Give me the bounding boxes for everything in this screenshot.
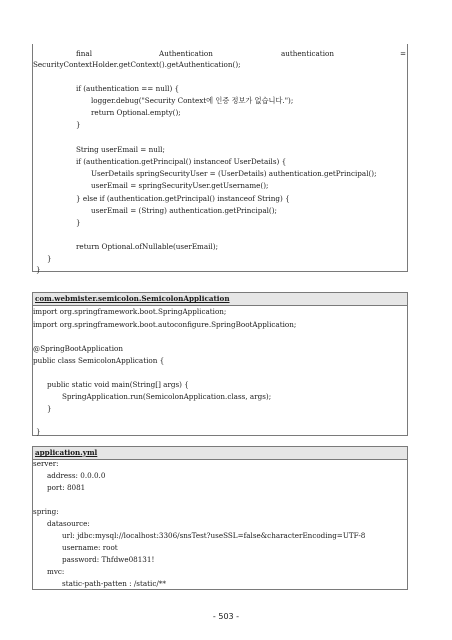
- code-line: import org.springframework.boot.SpringApplication;: [33, 307, 227, 316]
- code-line: address: 0.0.0.0: [47, 471, 106, 480]
- code-line: UserDetails springSecurityUser = (UserDetails) authentication.getPrincipal();: [91, 169, 377, 178]
- token-equals: =: [400, 49, 407, 58]
- code-line: String userEmail = null;: [76, 145, 165, 154]
- code-line: userEmail = springSecurityUser.getUsername();: [91, 181, 269, 190]
- code-line: SecurityContextHolder.getContext().getAuthentication();: [33, 60, 241, 69]
- token-final: final: [76, 49, 93, 58]
- code-block-application: [32, 292, 408, 436]
- code-line: }: [76, 218, 81, 227]
- code-line: return Optional.empty();: [91, 108, 181, 117]
- page-number: - 503 -: [212, 612, 240, 621]
- code-line: }: [36, 427, 41, 436]
- token-type: Authentication: [159, 49, 213, 58]
- code-line: spring:: [33, 507, 59, 516]
- code-line: return Optional.ofNullable(userEmail);: [76, 242, 218, 251]
- code-line: @SpringBootApplication: [33, 344, 123, 353]
- code-line: if (authentication == null) {: [76, 84, 180, 93]
- code-block-title: com.webmister.semicolon.SemicolonApplication: [33, 293, 407, 306]
- code-line: public class SemicolonApplication {: [33, 356, 165, 365]
- code-line: url: jdbc:mysql://localhost:3306/snsTest?useSSL=false&characterEncoding=UTF-8: [62, 531, 366, 540]
- code-block-yml: [32, 446, 408, 590]
- code-line: }: [76, 120, 81, 129]
- code-line: if (authentication.getPrincipal() instanceof UserDetails) {: [76, 157, 287, 166]
- code-line: username: root: [62, 543, 118, 552]
- code-block-title: application.yml: [33, 447, 407, 460]
- code-line: } else if (authentication.getPrincipal() instanceof String) {: [76, 194, 290, 203]
- code-line: userEmail = (String) authentication.getPrincipal();: [91, 206, 277, 215]
- code-line: datasource:: [47, 519, 90, 528]
- code-line: }: [47, 254, 52, 263]
- code-line: password: Thfdwe08131!: [62, 555, 155, 564]
- code-line: logger.debug("Security Context에 인증 정보가 없습니다.");: [91, 96, 294, 105]
- code-block-continuation: [32, 44, 408, 272]
- code-line: }: [36, 265, 41, 274]
- code-line: import org.springframework.boot.autoconfigure.SpringBootApplication;: [33, 320, 297, 329]
- code-line: server:: [33, 459, 59, 468]
- code-line: }: [47, 404, 52, 413]
- code-line: SpringApplication.run(SemicolonApplication.class, args);: [62, 392, 272, 401]
- code-line: static-path-patten : /static/**: [62, 579, 166, 588]
- token-variable: authentication: [281, 49, 334, 58]
- code-line: public static void main(String[] args) {: [47, 380, 189, 389]
- code-line: port: 8081: [47, 483, 86, 492]
- code-line: mvc:: [47, 567, 65, 576]
